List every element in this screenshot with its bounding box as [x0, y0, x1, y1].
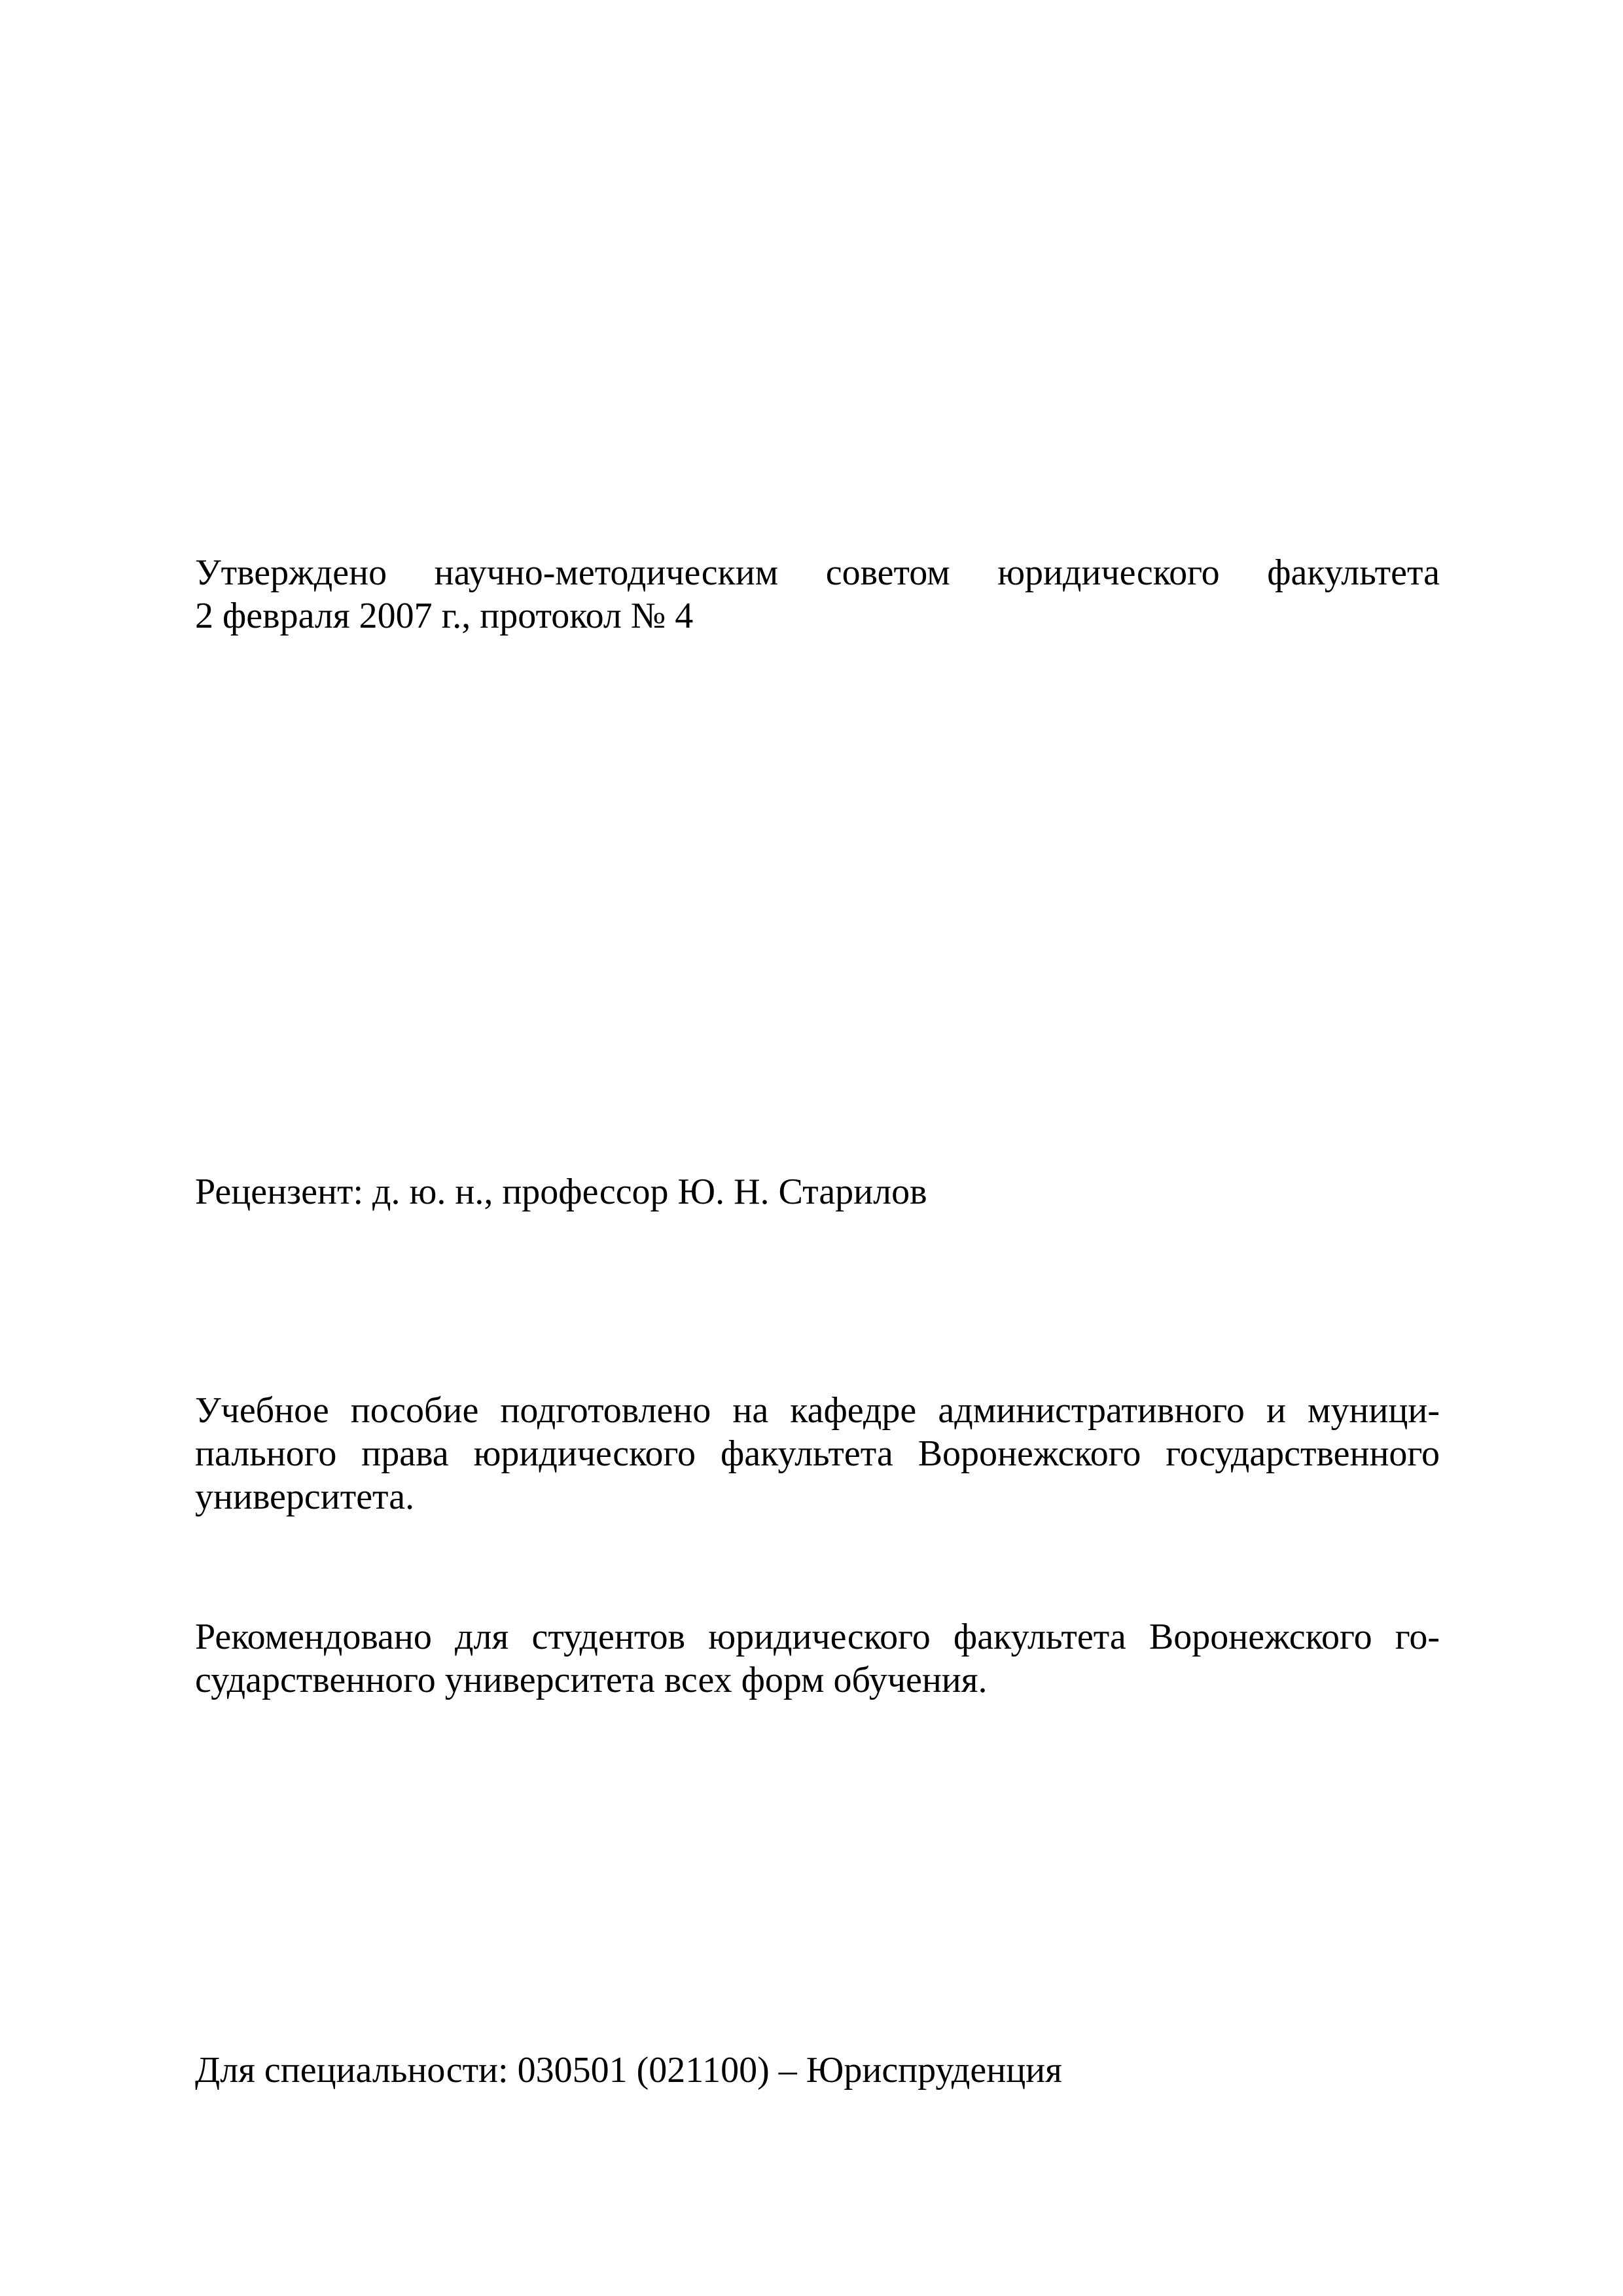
prepared-statement: [195, 1389, 1440, 1518]
reviewer-line: Рецензент: д. ю. н., профессор Ю. Н. Старилов: [195, 1172, 927, 1212]
reviewer-statement: [195, 1170, 1440, 1213]
prepared-line-3: университета.: [195, 1477, 415, 1517]
recommendation-statement: [195, 1615, 1440, 1702]
specialty-statement: [195, 2049, 1440, 2092]
recommended-line-2: сударственного университета всех форм обучения.: [195, 1660, 988, 1700]
approval-statement: [195, 551, 1440, 637]
specialty-line: Для специальности: 030501 (021100) – Юриспруденция: [195, 2050, 1062, 2090]
approval-line-2: 2 февраля 2007 г., протокол № 4: [195, 596, 694, 636]
prepared-line-2: пального права юридического факультета Воронежского государственного: [195, 1433, 1440, 1474]
recommended-line-1: Рекомендовано для студентов юридического факультета Воронежского го-: [195, 1617, 1440, 1657]
approval-line-1: Утверждено научно-методическим советом юридического факультета: [195, 552, 1440, 593]
prepared-line-1: Учебное пособие подготовлено на кафедре административного и муници-: [195, 1390, 1440, 1431]
